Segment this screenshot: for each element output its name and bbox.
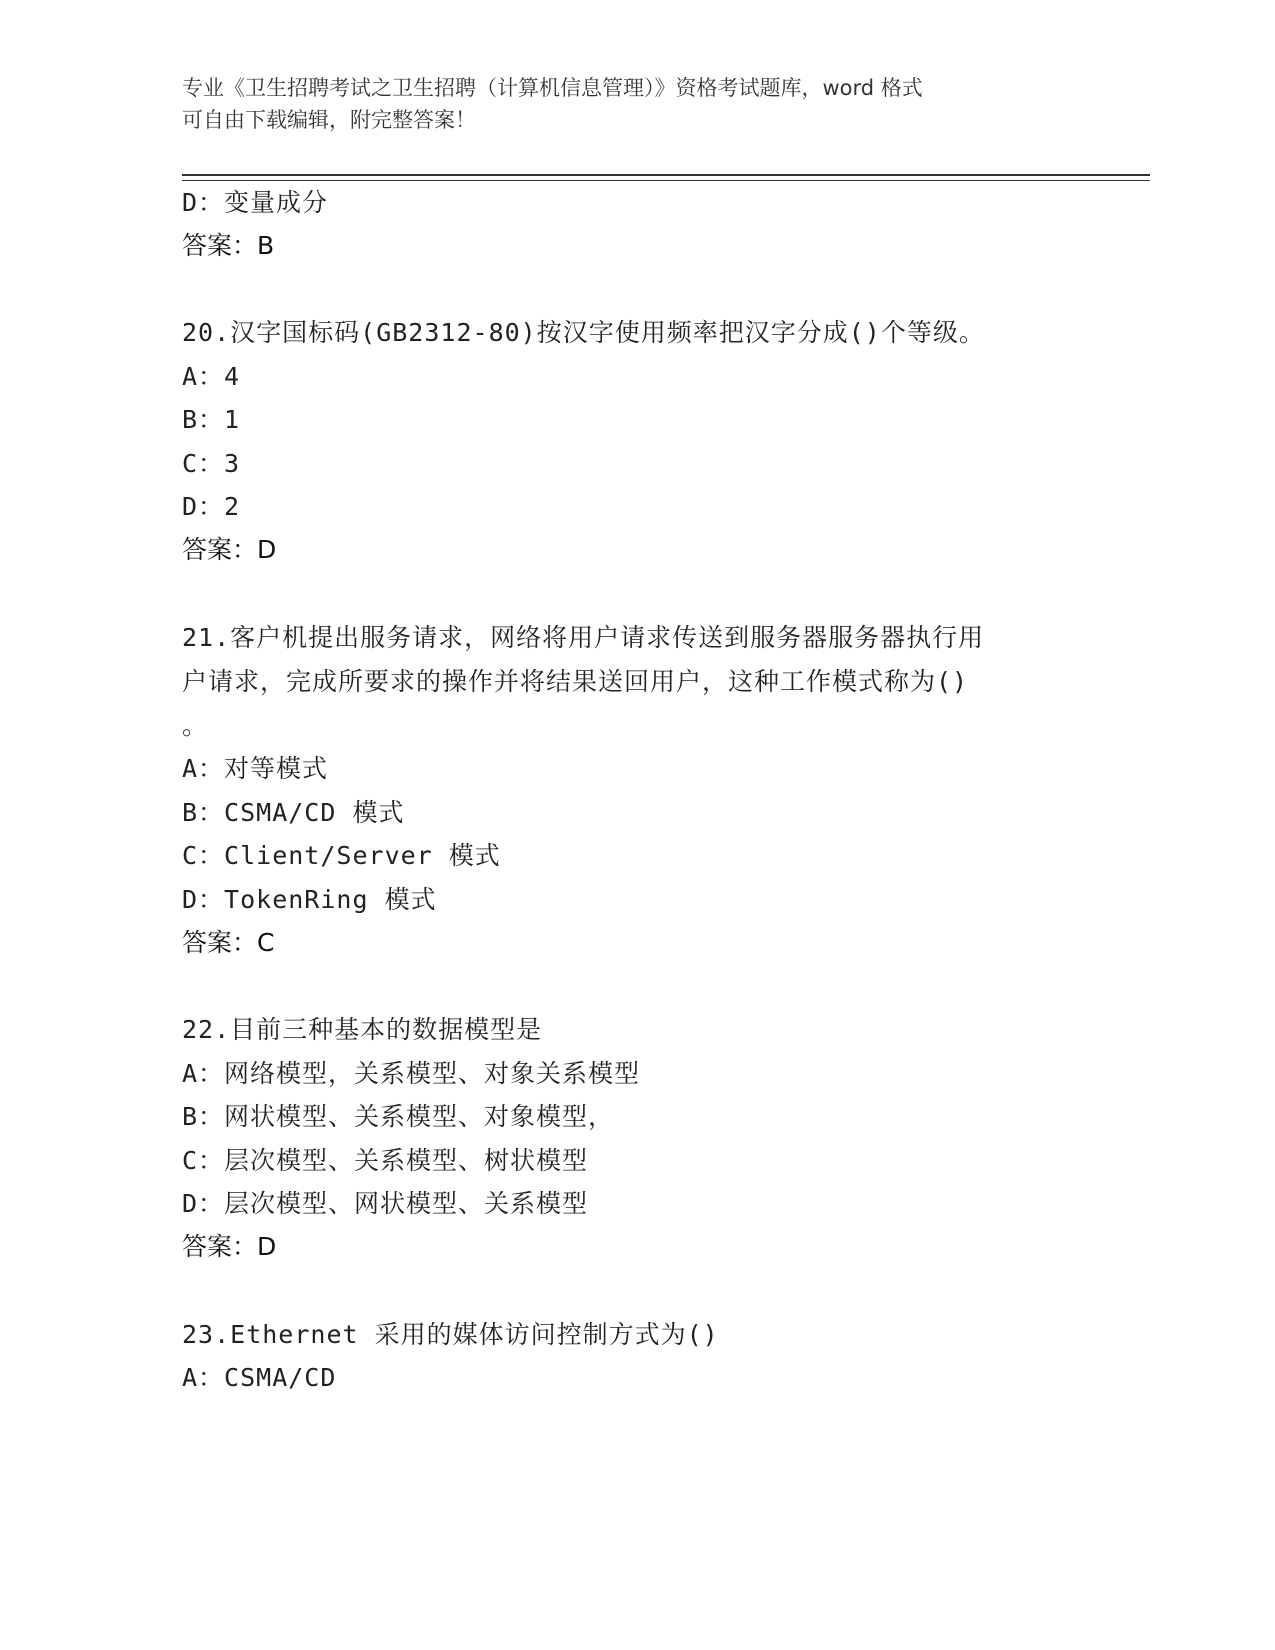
- header-divider-thin: [182, 180, 1150, 181]
- header-line-2: 可自由下载编辑，附完整答案！: [182, 108, 476, 132]
- header-divider-thick: [182, 174, 1150, 176]
- q20-answer: 答案：D: [182, 535, 277, 564]
- q22-option-d: D：层次模型、网状模型、关系模型: [182, 1189, 589, 1218]
- q20-option-b: B：1: [182, 405, 241, 434]
- q21-option-b: B：CSMA/CD 模式: [182, 798, 405, 827]
- q23-option-a: A：CSMA/CD: [182, 1363, 337, 1392]
- q21-question-line-3: 。: [182, 711, 209, 740]
- document-header: [182, 72, 1052, 136]
- q22-question: 22.目前三种基本的数据模型是: [182, 1015, 543, 1044]
- q21-question-line-1: 21.客户机提出服务请求，网络将用户请求传送到服务器服务器执行用: [182, 623, 985, 652]
- prev-answer: 答案：B: [182, 231, 275, 260]
- q22-answer: 答案：D: [182, 1232, 277, 1261]
- prev-option-d: D：变量成分: [182, 188, 329, 217]
- q20-option-a: A：4: [182, 362, 241, 391]
- q23-question: 23.Ethernet 采用的媒体访问控制方式为(): [182, 1320, 719, 1349]
- q21-answer: 答案：C: [182, 928, 275, 957]
- q20-option-d: D：2: [182, 492, 241, 521]
- q20-option-c: C：3: [182, 449, 241, 478]
- q22-option-c: C：层次模型、关系模型、树状模型: [182, 1146, 589, 1175]
- q22-option-a: A：网络模型，关系模型、对象关系模型: [182, 1059, 641, 1088]
- q21-option-a: A：对等模式: [182, 754, 329, 783]
- q20-question: 20.汉字国标码(GB2312-80)按汉字使用频率把汉字分成()个等级。: [182, 318, 985, 347]
- q21-option-d: D：TokenRing 模式: [182, 885, 437, 914]
- q21-question-line-2: 户请求，完成所要求的操作并将结果送回用户，这种工作模式称为(): [182, 667, 969, 696]
- q22-option-b: B：网状模型、关系模型、对象模型，: [182, 1102, 615, 1131]
- header-line-1: 专业《卫生招聘考试之卫生招聘（计算机信息管理）》资格考试题库，word 格式: [182, 76, 923, 100]
- q21-option-c: C：Client/Server 模式: [182, 841, 501, 870]
